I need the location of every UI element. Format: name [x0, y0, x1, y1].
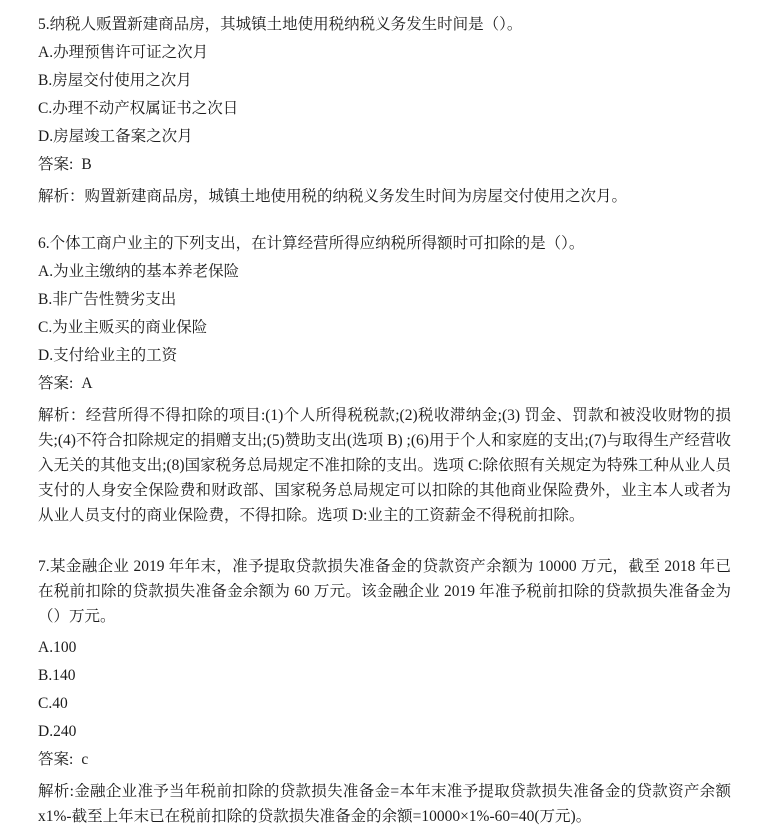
answer-line: [38, 375, 731, 393]
answer-value: c: [81, 751, 89, 768]
analysis-text: 经营所得不得扣除的项目:(1)个人所得税税款;(2)税收滞纳金;(3) 罚金、罚款和被没收财物的损失;(4)不符合扣除规定的捐赠支出;(5)赞助支出(选项 B) ;(6)用于个人和家庭的支出;(7)与取得生产经营收入无关的其他支出;(8)国家税务总局规定不准扣除的支出。选项 C:除依照有关规定为特殊工种从业人员支付的人身安全保险费和财政部、国家税务总局规定可以扣除的其他商业保险费外，业主本人或者为从业人员支付的商业保险费，不得扣除。选项 D:业主的工资薪金不得税前扣除。: [38, 407, 731, 524]
answer-option: B.房屋交付使用之次月: [38, 72, 192, 89]
answer-option: D.房屋竣工备案之次月: [38, 128, 193, 145]
question-block-6: [38, 235, 731, 528]
question-block-7: [38, 554, 731, 829]
answer-option: A.100: [38, 639, 77, 656]
answer-option: C.40: [38, 695, 68, 712]
question-stem: 7.某金融企业 2019 年年末，准予提取贷款损失准备金的贷款资产余额为 10000 万元，截至 2018 年已在税前扣除的贷款损失准备金余额为 60 万元。该金融企业 2019 年准予税前扣除的贷款损失准备金为（）万元。: [38, 558, 731, 625]
answer-line: [38, 156, 731, 174]
answer-option: D.支付给业主的工资: [38, 347, 178, 364]
answer-value: B: [81, 156, 92, 173]
answer-label: 答案:: [38, 156, 74, 173]
question-block-5: [38, 16, 731, 209]
answer-option: C.办理不动产权属证书之次日: [38, 100, 239, 117]
analysis-text: 金融企业准予当年税前扣除的贷款损失准备金=本年末准予提取贷款损失准备金的贷款资产余额 x1%-截至上年末已在税前扣除的贷款损失准备金的余额=10000×1%-60=40(万元)。: [38, 783, 731, 825]
analysis-paragraph: [38, 184, 731, 209]
answer-label: 答案:: [38, 751, 74, 768]
analysis-text: 购置新建商品房，城镇土地使用税的纳税义务发生时间为房屋交付使用之次月。: [84, 188, 628, 205]
answer-line: [38, 751, 731, 769]
answer-value: A: [81, 375, 93, 392]
answer-option: C.为业主贩买的商业保险: [38, 319, 208, 336]
analysis-label: 解析：: [38, 188, 85, 205]
answer-label: 答案:: [38, 375, 74, 392]
question-stem: 5.纳税人贩置新建商品房，其城镇土地使用税纳税义务发生时间是（）。: [38, 16, 523, 33]
analysis-paragraph: [38, 403, 731, 528]
answer-option: B.140: [38, 667, 76, 684]
analysis-label: 解析：: [38, 407, 86, 424]
question-stem: 6.个体工商户业主的下列支出，在计算经营所得应纳税所得额时可扣除的是（）。: [38, 235, 585, 252]
answer-option: A.办理预售许可证之次月: [38, 44, 209, 61]
analysis-label: 解析:: [38, 783, 74, 800]
analysis-paragraph: [38, 779, 731, 829]
answer-option: D.240: [38, 723, 77, 740]
answer-option: A.为业主缴纳的基本养老保险: [38, 263, 240, 280]
answer-option: B.非广告性赞劣支出: [38, 291, 177, 308]
